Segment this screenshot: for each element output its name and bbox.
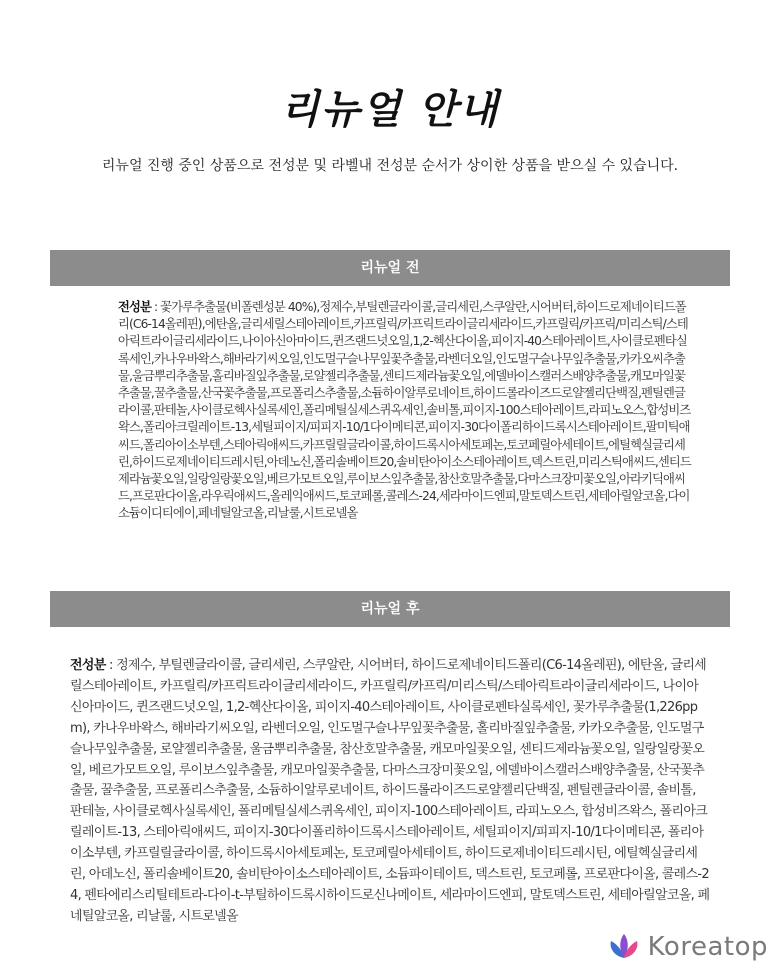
logo-text: Koreatop bbox=[647, 932, 768, 962]
separator-after: : bbox=[105, 658, 117, 673]
page-subtitle: 리뉴얼 진행 중인 상품으로 전성분 및 라벨내 전성분 순서가 상이한 상품을 받으실 수 있습니다. bbox=[101, 158, 679, 174]
ingredients-label-after: 전성분 bbox=[70, 658, 106, 673]
ingredients-text-before: 꽃가루추출물(비폴렌성분 40%),정제수,부틸렌글라이콜,글리세린,스쿠알란,시어버터,하이드로제네이티드폴리(C6-14올레핀),에탄올,글리세릴스테아레이트,카프릴릭/카프릭트라이글리세라이드,카프릴릭/카프릭/미리스틱/스테아릭트라이글리세라이드,나이아신아마이드,퀸즈랜드넛오일,1,2-헥산다이올,피이지-40스테아레이트,사이클로펜타실록세인,카나우바왁스,해바라기씨오일,인도멀구슬나무잎꽃추출물,라벤더오일,인도멀구슬나무잎추출물,카카오씨추출물,울금뿌리추출물,홀리바질잎추출물,로얄젤리추출물,센티드제라늄꽃오일,에델바이스캘러스배양추출물,캐모마일꽃추출물,꿀추출물,산국꽃추출물,프로폴리스추출물,소듐하이알루로네이트,하이드롤라이즈드로얄젤리단백질,펜틸렌글라이콜,판테놀,사이클로헥사실록세인,폴리메틸실세스퀴옥세인,솔비톨,피이지-100스테아레이트,라피노오스,합성비즈왁스,폴리아크릴레이트-13,세틸피이지/피피지-10/1다이메티콘,피이지-30다이폴리하이드록시스테아레이트,팔미틱애씨드,폴리아이소부텐,스테아릭애씨드,카프릴릴글라이콜,하이드록시아세토페논,토코페릴아세테이트,에틸헥실글리세린,하이드로제네이티드레시틴,아데노신,폴리솔베이트20,솔비탄아이소스테아레이트,덱스트린,미리스틱애씨드,센티드제라늄꽃오일,일랑일랑꽃오일,베르가모트오일,루이보스잎추출물,참산호말추출물,다마스크장미꽃오일,아라키딕애씨드,프로판다이올,라우릭애씨드,올레익애씨드,토코페롤,콜레스-24,세라마이드엔피,말토덱스트린,세테아릴알코올,다이소듐이디티에이,페네틸알코올,리날룰,시트로넬올 bbox=[118, 300, 691, 521]
ingredients-text-after: 정제수, 부틸렌글라이콜, 글리세린, 스쿠알란, 시어버터, 하이드로제네이티드폴리(C6-14올레핀), 에탄올, 글리세릴스테아레이트, 카프릴릭/카프릭트라이글리세라이드, 카프릴릭/카프릭/미리스틱/스테아릭트라이글리세라이드, 나이아신아마이드, 퀸즈랜드넛오일, 1,2-헥산다이올, 피이지-40스테아레이트, 사이클로펜타실록세인, 꽃가루추출물(1,226ppm), 카나우바왁스, 해바라기씨오일, 라벤더오일, 인도멀구슬나무잎꽃추출물, 홀리바질잎추출물, 카카오추출물, 인도멀구슬나무잎추출물, 로얄젤리추출물, 울금뿌리추출물, 참산호말추출물, 캐모마일꽃오일, 센티드제라늄꽃오일, 일랑일랑꽃오일, 베르가모트오일, 루이보스잎추출물, 캐모마일꽃추출물, 다마스크장미꽃오일, 에델바이스캘러스배양추출물, 산국꽃추출물, 꿀추출물, 프로폴리스추출물, 소듐하이알루로네이트, 하이드롤라이즈드로얄젤리단백질, 펜틸렌글라이콜, 솔비톨, 판테놀, 사이클로헥사실록세인, 폴리메틸실세스퀴옥세인, 피이지-100스테아레이트, 라피노오스, 합성비즈왁스, 폴리아크릴레이트-13, 스테아릭애씨드, 피이지-30다이폴리하이드록시스테아레이트, 세틸피이지/피피지-10/1다이메티콘, 폴리아이소부텐, 카프릴릴글라이콜, 하이드록시아세토페논, 토코페릴아세테이트, 하이드로제네이티드레시틴, 에틸헥실글리세린, 아데노신, 폴리솔베이트20, 솔비탄아이소스테아레이트, 소듐파이테이트, 덱스트린, 토코페롤, 프로판다이올, 콜레스-24, 펜타에리스리틸테트라-다이-t-부틸하이드록시하이드로신나메이트, 세라마이드엔피, 말토덱스트린, 세테아릴알코올, 페네틸알코올, 리날룰, 시트로넬올 bbox=[70, 658, 710, 924]
brand-logo bbox=[606, 932, 768, 962]
lotus-icon bbox=[606, 932, 642, 962]
separator-before: : bbox=[150, 300, 161, 314]
section-header-before: 리뉴얼 전 bbox=[50, 250, 730, 286]
ingredients-after bbox=[70, 656, 710, 928]
ingredients-label-before: 전성분 bbox=[118, 300, 151, 314]
ingredients-before bbox=[118, 299, 693, 523]
section-header-after: 리뉴얼 후 bbox=[50, 591, 730, 627]
page-title: 리뉴얼 안내 bbox=[280, 87, 500, 133]
